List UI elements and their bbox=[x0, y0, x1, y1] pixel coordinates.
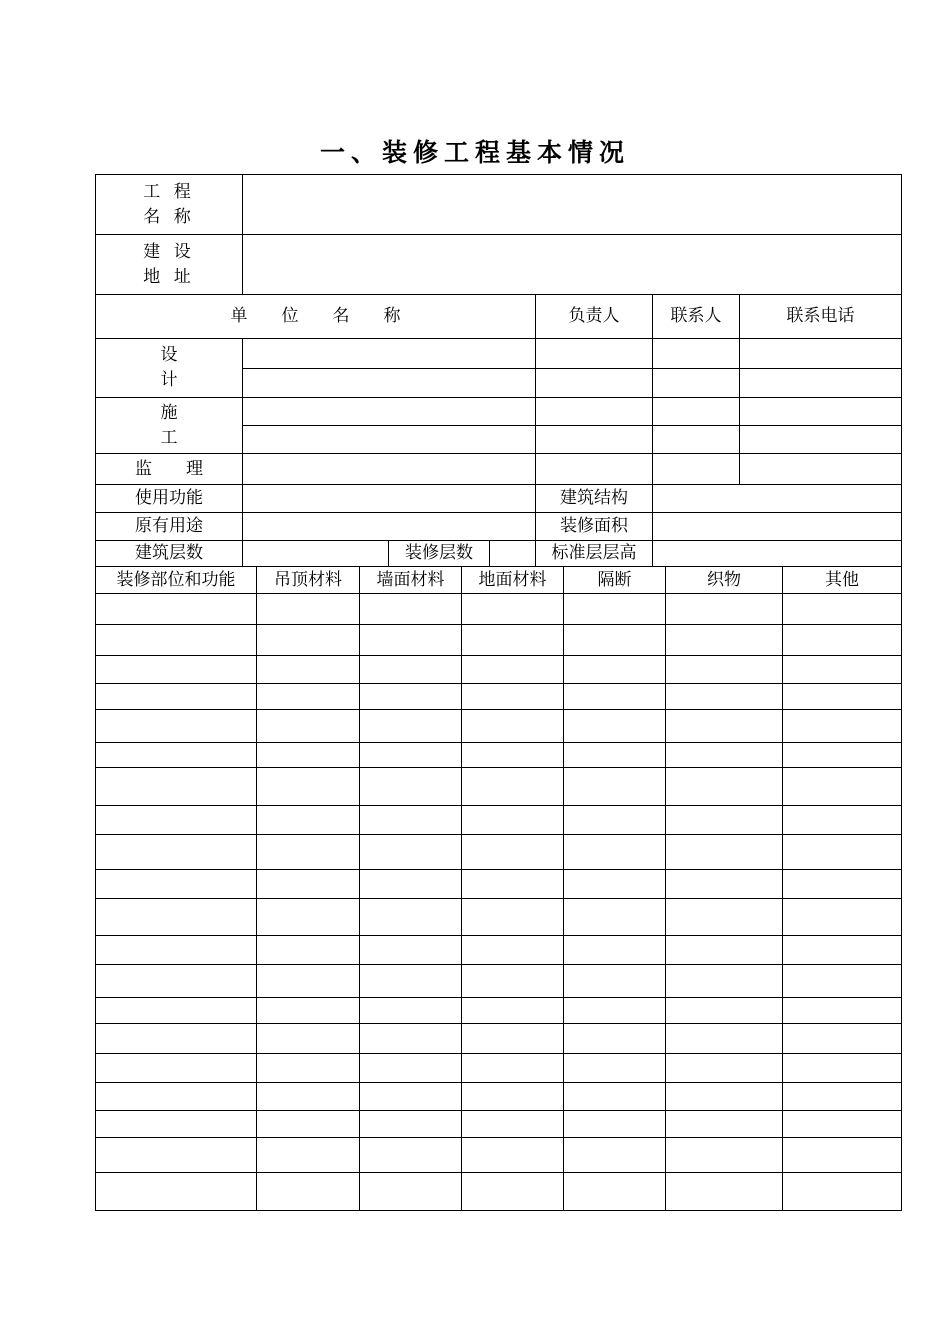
renovation-area-field[interactable] bbox=[653, 513, 902, 541]
construction-phone-field-1[interactable] bbox=[740, 398, 902, 426]
building-structure-field[interactable] bbox=[653, 485, 902, 513]
construction-phone-field-2[interactable] bbox=[740, 426, 902, 454]
supervision-responsible-field[interactable] bbox=[536, 454, 653, 485]
use-function-label: 使用功能 bbox=[96, 485, 243, 513]
design-responsible-field-1[interactable] bbox=[536, 339, 653, 369]
basic-info-table bbox=[95, 174, 902, 567]
materials-header-row bbox=[96, 567, 902, 594]
building-structure-label: 建筑结构 bbox=[536, 485, 653, 513]
building-floors-field[interactable] bbox=[243, 541, 389, 567]
renovation-floors-cell bbox=[389, 541, 536, 567]
construction-contact-field-2[interactable] bbox=[653, 426, 740, 454]
table-row bbox=[96, 1111, 902, 1138]
renovation-area-label: 装修面积 bbox=[536, 513, 653, 541]
original-use-label: 原有用途 bbox=[96, 513, 243, 541]
header-other: 其他 bbox=[783, 567, 902, 594]
table-row bbox=[96, 1138, 902, 1173]
design-contact-field-1[interactable] bbox=[653, 339, 740, 369]
construction-responsible-field-2[interactable] bbox=[536, 426, 653, 454]
design-phone-field-2[interactable] bbox=[740, 369, 902, 398]
header-floor-material: 地面材料 bbox=[462, 567, 564, 594]
table-row bbox=[96, 965, 902, 998]
table-row bbox=[96, 1024, 902, 1054]
header-wall-material: 墙面材料 bbox=[360, 567, 462, 594]
supervision-label: 监 理 bbox=[96, 454, 243, 485]
phone-header: 联系电话 bbox=[740, 295, 902, 339]
use-function-field[interactable] bbox=[243, 485, 536, 513]
header-ceiling-material: 吊顶材料 bbox=[257, 567, 360, 594]
supervision-phone-field[interactable] bbox=[740, 454, 902, 485]
table-row bbox=[96, 656, 902, 684]
responsible-header: 负责人 bbox=[536, 295, 653, 339]
table-row bbox=[96, 594, 902, 625]
construction-contact-field-1[interactable] bbox=[653, 398, 740, 426]
design-label: 设 计 bbox=[96, 339, 243, 398]
table-row bbox=[96, 684, 902, 710]
header-fabric: 织物 bbox=[666, 567, 783, 594]
supervision-contact-field[interactable] bbox=[653, 454, 740, 485]
renovation-floors-field[interactable] bbox=[490, 541, 535, 566]
table-row bbox=[96, 899, 902, 936]
address-label: 建 设 地 址 bbox=[96, 235, 243, 295]
construction-responsible-field-1[interactable] bbox=[536, 398, 653, 426]
supervision-unit-field[interactable] bbox=[243, 454, 536, 485]
construction-unit-field-2[interactable] bbox=[243, 426, 536, 454]
standard-floor-height-field[interactable] bbox=[653, 541, 902, 567]
table-row bbox=[96, 1083, 902, 1111]
table-row bbox=[96, 835, 902, 870]
design-unit-field-2[interactable] bbox=[243, 369, 536, 398]
materials-table bbox=[95, 566, 902, 1211]
header-location-function: 装修部位和功能 bbox=[96, 567, 257, 594]
project-name-field[interactable] bbox=[243, 175, 902, 235]
original-use-field[interactable] bbox=[243, 513, 536, 541]
design-contact-field-2[interactable] bbox=[653, 369, 740, 398]
table-row bbox=[96, 625, 902, 656]
project-name-label: 工 程 名 称 bbox=[96, 175, 243, 235]
address-field[interactable] bbox=[243, 235, 902, 295]
table-row bbox=[96, 870, 902, 899]
table-row bbox=[96, 743, 902, 768]
table-row bbox=[96, 1173, 902, 1211]
building-floors-label: 建筑层数 bbox=[96, 541, 243, 567]
design-phone-field-1[interactable] bbox=[740, 339, 902, 369]
table-row bbox=[96, 710, 902, 743]
table-row bbox=[96, 998, 902, 1024]
design-unit-field-1[interactable] bbox=[243, 339, 536, 369]
design-responsible-field-2[interactable] bbox=[536, 369, 653, 398]
table-row bbox=[96, 1054, 902, 1083]
unit-name-header: 单 位 名 称 bbox=[96, 295, 536, 339]
table-row bbox=[96, 768, 902, 806]
contact-header: 联系人 bbox=[653, 295, 740, 339]
header-partition: 隔断 bbox=[564, 567, 666, 594]
construction-label: 施 工 bbox=[96, 398, 243, 454]
table-row bbox=[96, 936, 902, 965]
renovation-floors-label: 装修层数 bbox=[389, 541, 490, 566]
page-title: 一、装修工程基本情况 bbox=[319, 138, 630, 167]
standard-floor-height-label: 标准层层高 bbox=[536, 541, 653, 567]
table-row bbox=[96, 806, 902, 835]
construction-unit-field-1[interactable] bbox=[243, 398, 536, 426]
